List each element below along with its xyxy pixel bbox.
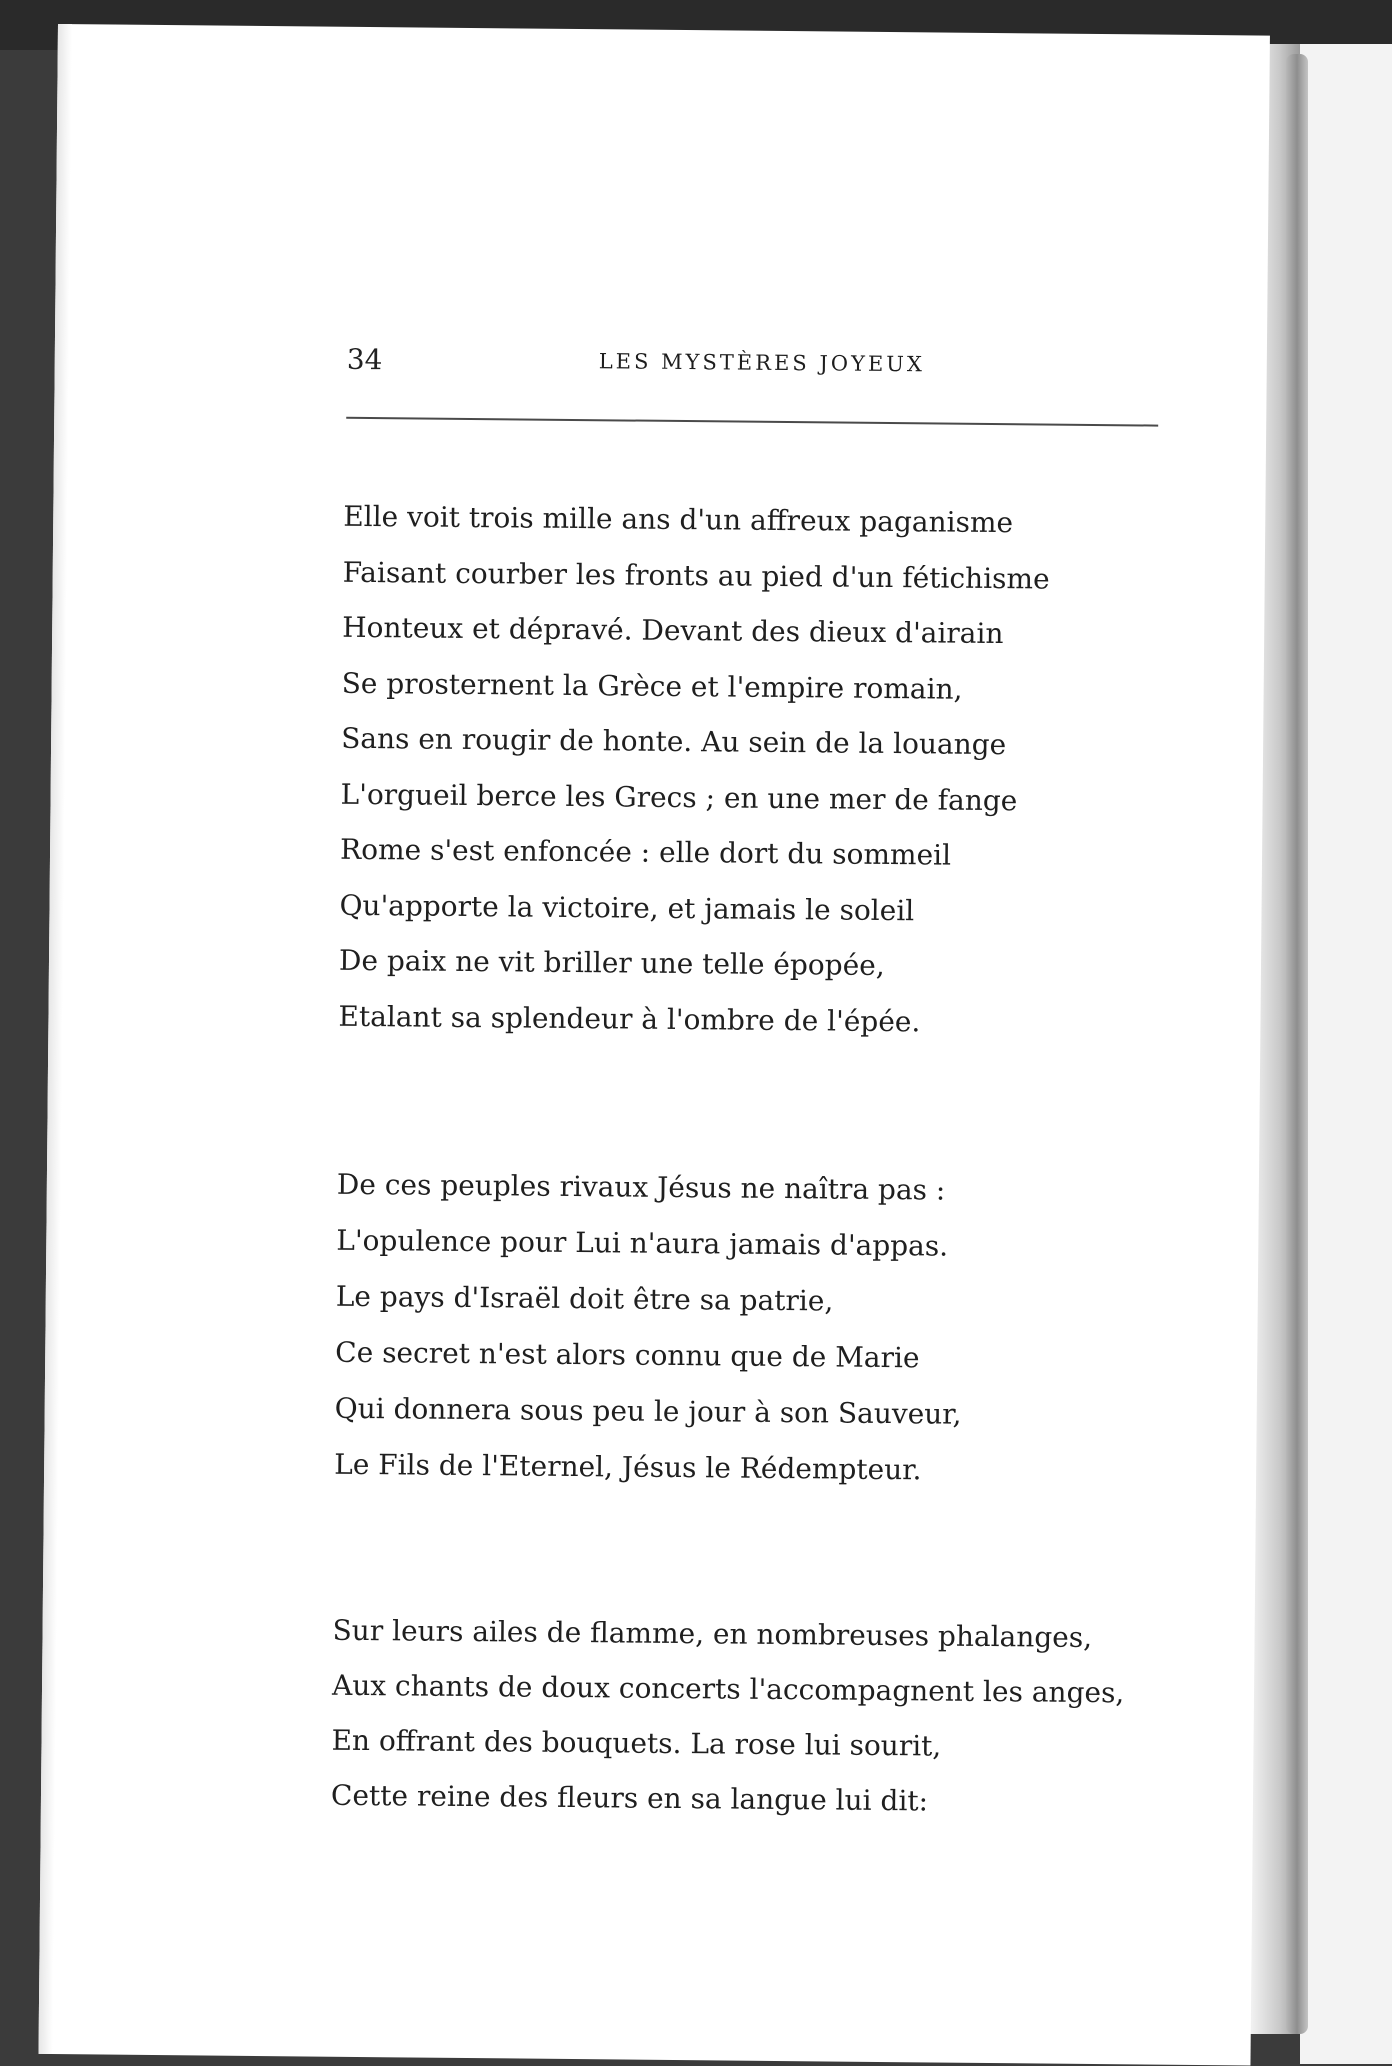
page-number: 34: [346, 342, 383, 377]
verse-line: Qui donnera sous peu le jour à son Sauveur,: [334, 1391, 962, 1431]
verse-line: Qu'apporte la victoire, et jamais le soleil: [339, 888, 915, 927]
header-rule: [346, 417, 1158, 427]
verse-line: Sur leurs ailes de flamme, en nombreuses phalanges,: [332, 1613, 1093, 1655]
book-page: [39, 24, 1270, 2066]
verse-line: Elle voit trois mille ans d'un affreux paganisme: [343, 499, 1014, 540]
verse-line: Aux chants de doux concerts l'accompagnent les anges,: [331, 1668, 1125, 1710]
verse-line: Le pays d'Israël doit être sa patrie,: [335, 1279, 834, 1318]
verse-line: L'orgueil berce les Grecs ; en une mer de fange: [340, 777, 1018, 817]
verse-line: Faisant courber les fronts au pied d'un fétichisme: [342, 555, 1050, 596]
verse-line: Honteux et dépravé. Devant des dieux d'airain: [342, 610, 1004, 651]
running-title: LES MYSTÈRES JOYEUX: [598, 349, 925, 377]
verse-line: Ce secret n'est alors connu que de Marie: [335, 1335, 920, 1375]
verse-line: Le Fils de l'Eternel, Jésus le Rédempteur.: [334, 1447, 922, 1487]
facing-page: [1300, 44, 1392, 2064]
verse-line: De paix ne vit briller une telle épopée,: [338, 943, 885, 982]
spine-shadow: [1286, 54, 1308, 2034]
verse-line: Cette reine des fleurs en sa langue lui dit:: [330, 1778, 929, 1818]
verse-line: Se prosternent la Grèce et l'empire romain,: [341, 666, 963, 706]
running-head: [347, 319, 1228, 387]
verse-line: Rome s'est enfoncée : elle dort du sommeil: [339, 832, 952, 872]
verse-line: En offrant des bouquets. La rose lui sourit,: [331, 1723, 942, 1763]
verse-line: De ces peuples rivaux Jésus ne naîtra pas :: [336, 1167, 946, 1207]
verse-line: Etalant sa splendeur à l'ombre de l'épée.: [338, 999, 921, 1038]
page-edge: [39, 24, 72, 2054]
stanza-2: [334, 1157, 1197, 1501]
verse-line: L'opulence pour Lui n'aura jamais d'appas.: [336, 1223, 949, 1263]
stanza-3: [331, 1603, 1193, 1831]
stanza-1: [338, 489, 1203, 1052]
verse-line: Sans en rougir de honte. Au sein de la louange: [340, 721, 1007, 762]
